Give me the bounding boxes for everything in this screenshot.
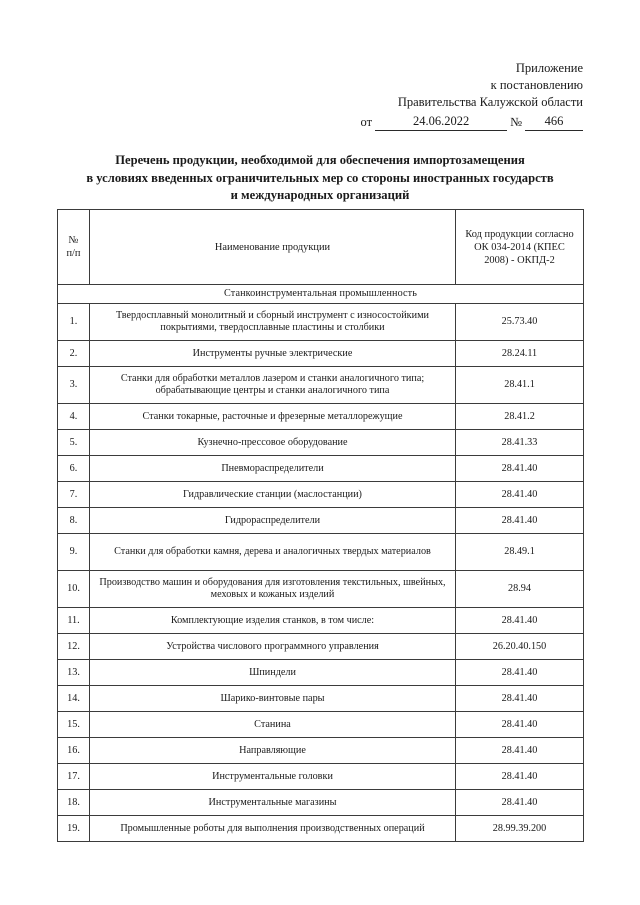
- table-header: [58, 210, 584, 285]
- cell-product-name: Шпиндели: [90, 660, 456, 686]
- cell-product-name: Станина: [90, 712, 456, 738]
- cell-product-name: Станки токарные, расточные и фрезерные металлорежущие: [90, 404, 456, 430]
- column-header-number-line-2: п/п: [66, 248, 81, 259]
- table-body: [58, 285, 584, 842]
- cell-product-name: Гидравлические станции (маслостанции): [90, 482, 456, 508]
- table-row: [58, 508, 584, 534]
- product-listing-table: [57, 209, 584, 842]
- cell-product-code: 28.94: [456, 571, 584, 608]
- table-row: [58, 456, 584, 482]
- cell-product-code: 28.41.1: [456, 367, 584, 404]
- approval-line-1: Приложение: [515, 61, 583, 75]
- cell-row-number: 7.: [58, 482, 90, 508]
- cell-product-name: Комплектующие изделия станков, в том числе:: [90, 608, 456, 634]
- cell-product-name: Станки для обработки камня, дерева и аналогичных твердых материалов: [90, 534, 456, 571]
- cell-product-name: Кузнечно-прессовое оборудование: [90, 430, 456, 456]
- cell-product-code: 25.73.40: [456, 304, 584, 341]
- cell-row-number: 13.: [58, 660, 90, 686]
- cell-row-number: 18.: [58, 790, 90, 816]
- page-title-line-3: и международных организаций: [230, 188, 410, 202]
- section-title: Станкоинструментальная промышленность: [58, 285, 584, 304]
- table-row: [58, 482, 584, 508]
- cell-product-code: 28.41.33: [456, 430, 584, 456]
- approval-line-2: к постановлению: [490, 78, 583, 92]
- decree-date-number-line: [353, 114, 583, 131]
- cell-product-code: 28.41.40: [456, 764, 584, 790]
- cell-product-code: 28.41.2: [456, 404, 584, 430]
- cell-row-number: 11.: [58, 608, 90, 634]
- cell-product-code: 28.24.11: [456, 341, 584, 367]
- table-row: [58, 634, 584, 660]
- cell-product-name: Направляющие: [90, 738, 456, 764]
- table-row: [58, 534, 584, 571]
- table-row: [58, 367, 584, 404]
- cell-product-name: Твердосплавный монолитный и сборный инструмент с износостойкими покрытиями, твердосплавные пластины и столбики: [90, 304, 456, 341]
- cell-product-code: 28.41.40: [456, 508, 584, 534]
- cell-row-number: 19.: [58, 816, 90, 842]
- cell-row-number: 6.: [58, 456, 90, 482]
- table-header-row: [58, 210, 584, 285]
- cell-product-name: Инструментальные головки: [90, 764, 456, 790]
- cell-product-code: 28.49.1: [456, 534, 584, 571]
- approval-header-block: [253, 60, 583, 111]
- table-row: [58, 790, 584, 816]
- cell-product-code: 28.41.40: [456, 660, 584, 686]
- cell-product-name: Пневмораспределители: [90, 456, 456, 482]
- cell-product-code: 28.41.40: [456, 738, 584, 764]
- table-row: [58, 712, 584, 738]
- product-listing-table-wrapper: [57, 209, 583, 842]
- page-title-line-1: Перечень продукции, необходимой для обеспечения импортозамещения: [115, 153, 525, 167]
- column-header-code-line-3: 2008) - ОКПД-2: [484, 254, 555, 266]
- cell-row-number: 9.: [58, 534, 90, 571]
- cell-product-name: Устройства числового программного управления: [90, 634, 456, 660]
- approval-line-3: Правительства Калужской области: [397, 95, 583, 109]
- column-header-number: [58, 210, 90, 285]
- cell-product-name: Производство машин и оборудования для изготовления текстильных, швейных, меховых и кожаных изделий: [90, 571, 456, 608]
- table-row: [58, 660, 584, 686]
- cell-row-number: 10.: [58, 571, 90, 608]
- cell-row-number: 1.: [58, 304, 90, 341]
- table-row: [58, 608, 584, 634]
- cell-product-name: Станки для обработки металлов лазером и станки аналогичного типа; обрабатывающие центры и станки аналогичного типа: [90, 367, 456, 404]
- cell-product-code: 28.41.40: [456, 482, 584, 508]
- decree-date-value: 24.06.2022: [375, 114, 507, 131]
- cell-product-name: Инструменты ручные электрические: [90, 341, 456, 367]
- cell-row-number: 2.: [58, 341, 90, 367]
- cell-product-code: 28.41.40: [456, 790, 584, 816]
- table-row: [58, 764, 584, 790]
- cell-row-number: 4.: [58, 404, 90, 430]
- cell-product-code: 28.99.39.200: [456, 816, 584, 842]
- cell-product-code: 28.41.40: [456, 686, 584, 712]
- cell-row-number: 3.: [58, 367, 90, 404]
- table-row: [58, 341, 584, 367]
- column-header-code: [456, 210, 584, 285]
- cell-product-code: 28.41.40: [456, 608, 584, 634]
- page-title: [57, 152, 583, 205]
- section-header-row: [58, 285, 584, 304]
- cell-product-name: Шарико-винтовые пары: [90, 686, 456, 712]
- page-title-line-2: в условиях введенных ограничительных мер со стороны иностранных государств: [86, 170, 554, 185]
- cell-product-code: 28.41.40: [456, 456, 584, 482]
- column-header-name: Наименование продукции: [90, 210, 456, 285]
- column-header-code-line-2: ОК 034-2014 (КПЕС: [474, 241, 565, 253]
- cell-row-number: 14.: [58, 686, 90, 712]
- cell-product-name: Инструментальные магазины: [90, 790, 456, 816]
- cell-product-name: Гидрораспределители: [90, 508, 456, 534]
- cell-product-code: 28.41.40: [456, 712, 584, 738]
- decree-number-value: 466: [525, 114, 583, 131]
- cell-row-number: 5.: [58, 430, 90, 456]
- cell-product-code: 26.20.40.150: [456, 634, 584, 660]
- table-row: [58, 686, 584, 712]
- table-row: [58, 571, 584, 608]
- table-row: [58, 430, 584, 456]
- date-prefix-label: от: [360, 115, 373, 129]
- table-row: [58, 404, 584, 430]
- table-row: [58, 738, 584, 764]
- table-row: [58, 816, 584, 842]
- column-header-number-line-1: №: [68, 235, 79, 246]
- cell-row-number: 17.: [58, 764, 90, 790]
- table-row: [58, 304, 584, 341]
- column-header-code-line-1: Код продукции согласно: [465, 228, 574, 240]
- cell-product-name: Промышленные роботы для выполнения производственных операций: [90, 816, 456, 842]
- number-sign-label: №: [510, 115, 522, 129]
- cell-row-number: 12.: [58, 634, 90, 660]
- cell-row-number: 16.: [58, 738, 90, 764]
- cell-row-number: 15.: [58, 712, 90, 738]
- cell-row-number: 8.: [58, 508, 90, 534]
